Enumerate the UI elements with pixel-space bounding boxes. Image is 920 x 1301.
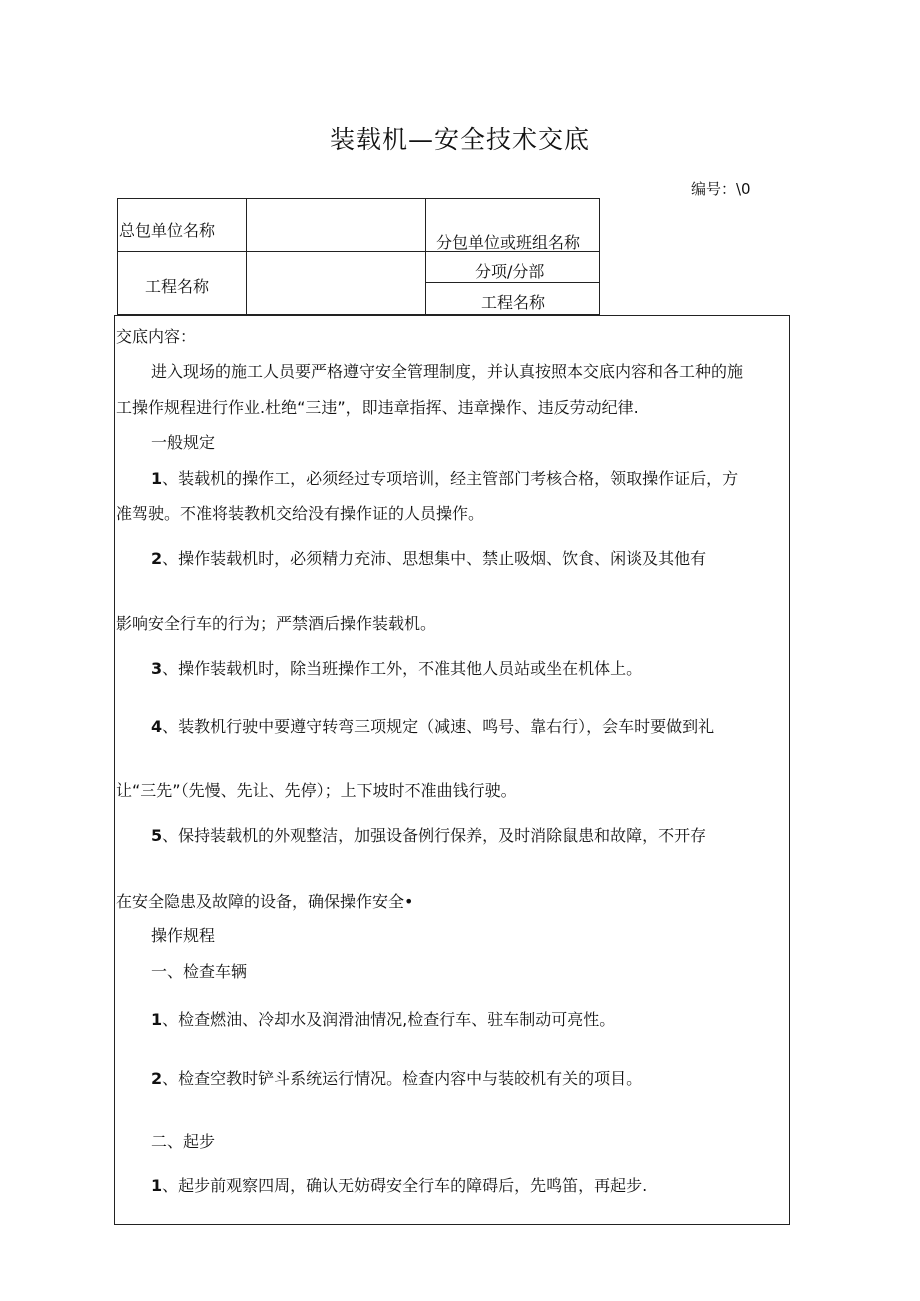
subcontractor-label-cell: [425, 198, 600, 252]
general-rule-1-cont: 准驾驶。不准将装教机交给没有操作证的人员操作。: [116, 504, 485, 523]
rule-text: 、检查空教时铲斗系统运行情况。检查内容中与装皎机有关的项目。: [162, 1069, 643, 1088]
general-rule-4-cont: 让“三先”（先慢、先让、先停）；上下坡时不准曲钱行驶。: [116, 781, 517, 800]
project-name-value-cell[interactable]: [246, 251, 426, 315]
rule-number: 1: [151, 1010, 163, 1029]
general-rule-5: [151, 823, 706, 846]
general-contractor-value-cell[interactable]: [246, 198, 426, 252]
sub-item-label-bottom-cell: [425, 282, 600, 315]
section-general-rules: 一般规定: [151, 433, 216, 452]
subsection-check-vehicle: 一、检查车辆: [151, 962, 248, 981]
sub-item-label-top-cell: [425, 251, 600, 283]
general-rule-1: [151, 466, 738, 489]
rule-text: 、装教机行驶中要遵守转弯三项规定（减速、鸣号、靠右行），会车时要做到礼: [162, 717, 715, 736]
general-rule-5-cont: 在安全隐患及故障的设备，确保操作安全•: [116, 892, 414, 911]
rule-number: 1: [151, 1176, 163, 1195]
general-rule-2-cont: 影响安全行车的行为；严禁酒后操作装载机。: [116, 614, 437, 633]
section-operating-procedure: 操作规程: [151, 926, 216, 945]
start-item-1: [151, 1173, 647, 1196]
sub-item-label-line1: 分项/分部: [475, 262, 545, 281]
rule-number: 5: [151, 826, 163, 845]
rule-text: 、起步前观察四周，确认无妨碍安全行车的障碍后，先鸣笛，再起步.: [162, 1176, 648, 1195]
general-rule-4: [151, 714, 714, 737]
project-name-label-cell: [117, 251, 247, 315]
intro-line-2: 工操作规程进行作业.杜绝“三违”，即违章指挥、违章操作、违反劳动纪律.: [116, 398, 639, 417]
check-item-1: [151, 1007, 615, 1030]
rule-text: 、检查燃油、冷却水及润滑油情况,检查行车、驻车制动可亮性。: [162, 1010, 616, 1029]
rule-text: 、操作装载机时，必须精力充沛、思想集中、禁止吸烟、饮食、闲谈及其他有: [162, 549, 707, 568]
rule-text: 、操作装载机时，除当班操作工外，不准其他人员站或坐在机体上。: [162, 659, 643, 678]
document-number: 编号：\0: [691, 180, 751, 198]
subcontractor-label: 分包单位或班组名称: [436, 233, 581, 252]
general-contractor-label: 总包单位名称: [119, 221, 216, 240]
general-rule-3: [151, 656, 642, 679]
rule-number: 2: [151, 1069, 163, 1088]
rule-number: 3: [151, 659, 163, 678]
rule-number: 1: [151, 469, 163, 488]
document-title: 装载机—安全技术交底: [329, 125, 590, 154]
project-name-label: 工程名称: [145, 277, 210, 296]
rule-number: 4: [151, 717, 163, 736]
intro-line-1: 进入现场的施工人员要严格遵守安全管理制度，并认真按照本交底内容和各工种的施: [151, 362, 744, 381]
disclosure-content-box: [114, 315, 790, 1225]
content-heading: 交底内容：: [116, 327, 197, 346]
general-rule-2: [151, 546, 706, 569]
check-item-2: [151, 1066, 642, 1089]
rule-text: 、装载机的操作工，必须经过专项培训，经主管部门考核合格，领取操作证后，方: [162, 469, 739, 488]
rule-text: 、保持装载机的外观整洁，加强设备例行保养，及时消除鼠患和故障，不开存: [162, 826, 707, 845]
rule-number: 2: [151, 549, 163, 568]
subsection-start: 二、起步: [151, 1132, 216, 1151]
general-contractor-label-cell: [117, 198, 247, 252]
sub-item-label-line2: 工程名称: [481, 293, 546, 312]
